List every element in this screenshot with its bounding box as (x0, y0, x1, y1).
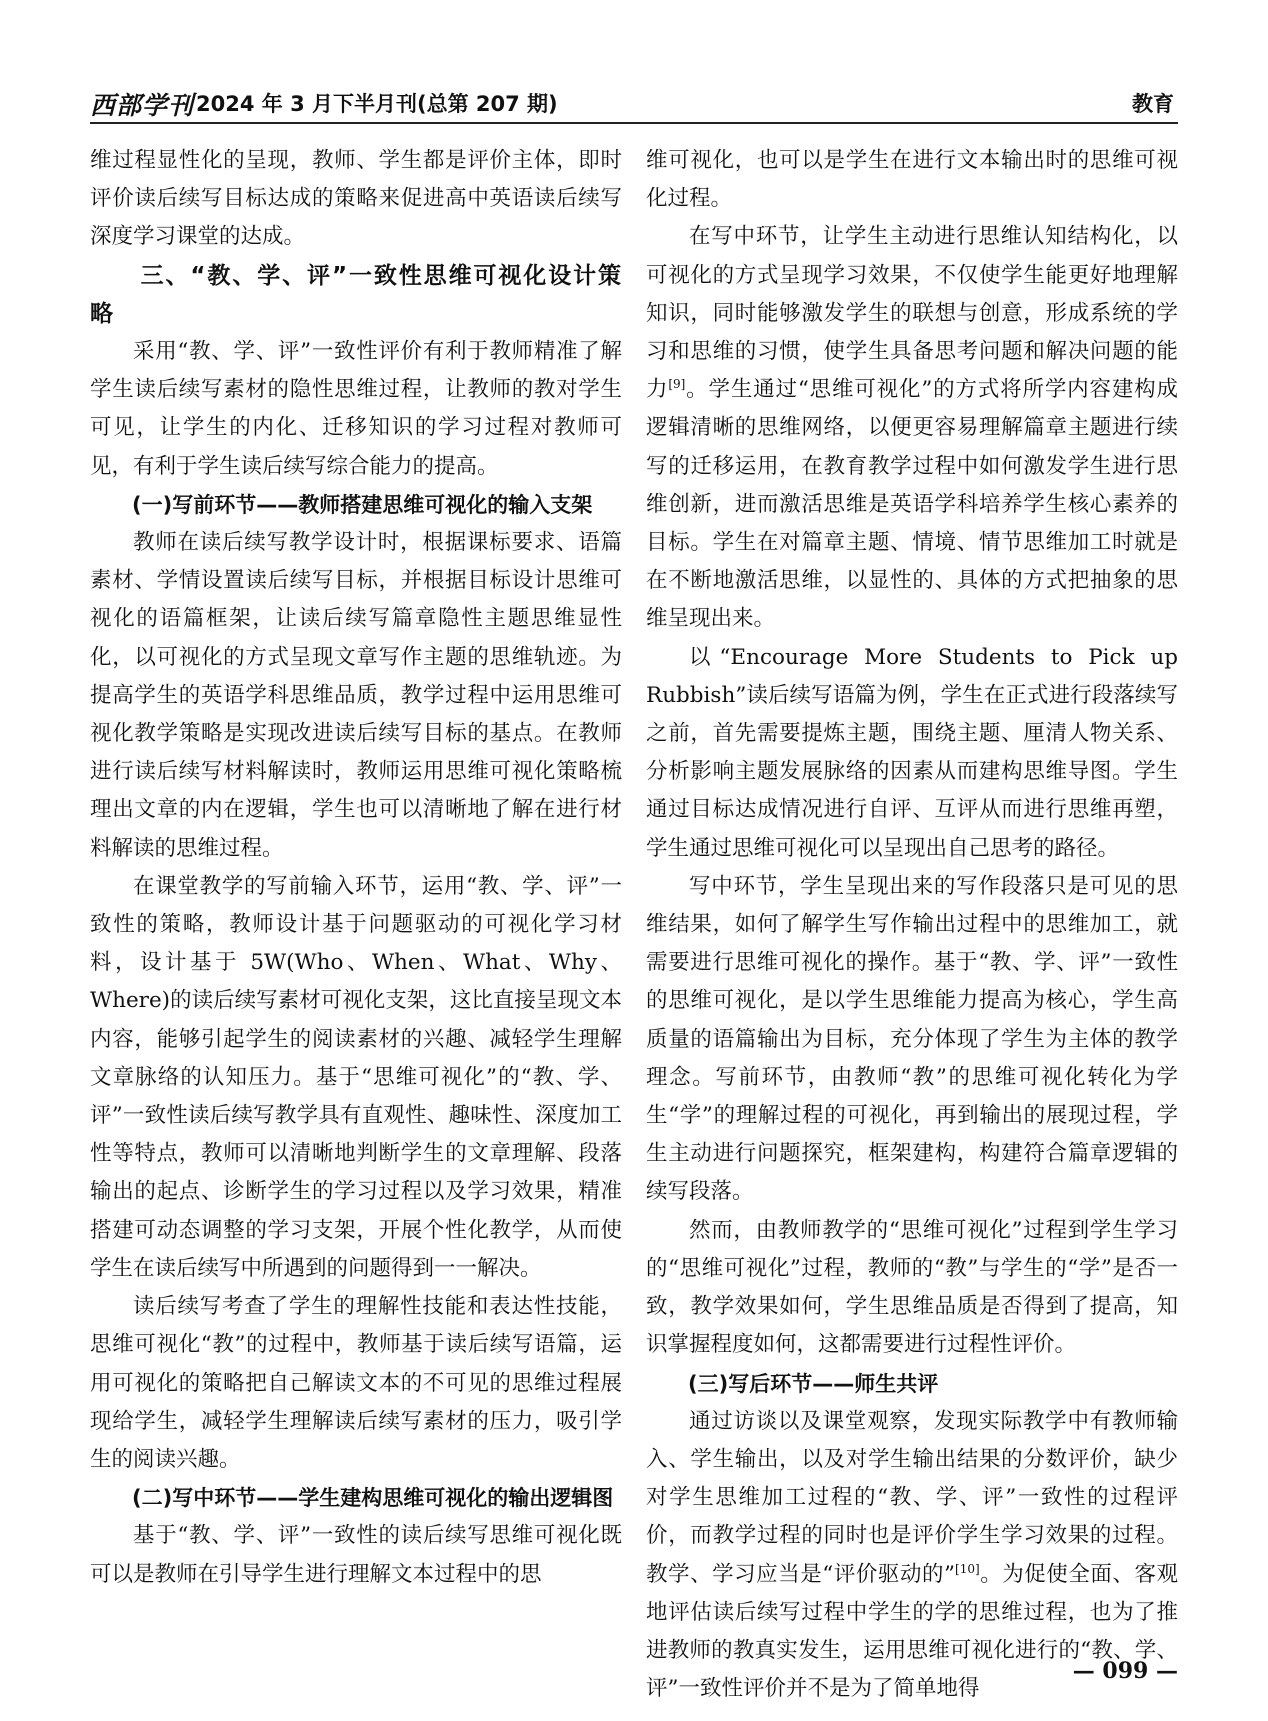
paragraph-text: 。为促使全面、客观地评估读后续写过程中学生的学的思维过程，也为了推进教师的教真实发生，运用思维可视化进行的“教、学、评”一致性评价并不是为了简单地得 (646, 1561, 1178, 1702)
paragraph: 维过程显性化的呈现，教师、学生都是评价主体，即时评价读后续写目标达成的策略来促进高中英语读后续写深度学习课堂的达成。 (90, 148, 622, 250)
paragraph: 基于“教、学、评”一致性的读后续写思维可视化既可以是教师在引导学生进行理解文本过程中的思 (90, 1523, 622, 1587)
subsection-heading: (二)写中环节——学生建构思维可视化的输出逻辑图 (132, 1486, 614, 1511)
paragraph: 读后续写考查了学生的理解性技能和表达性技能，思维可视化“教”的过程中，教师基于读后续写语篇，运用可视化的策略把自己解读文本的不可见的思维过程展现给学生，减轻学生理解读后续写素材的压力，吸引学生的阅读兴趣。 (90, 1294, 622, 1472)
subsection-heading: (一)写前环节——教师搭建思维可视化的输入支架 (132, 492, 593, 517)
paragraph: 写中环节，学生呈现出来的写作段落只是可见的思维结果，如何了解学生写作输出过程中的思维加工，就需要进行思维可视化的操作。基于“教、学、评”一致性的思维可视化，是以学生思维能力提高为核心，学生高质量的语篇输出为目标，充分体现了学生为主体的教学理念。写前环节，由教师“教”的思维可视化转化为学生“学”的理解过程的可视化，再到输出的展现过程，学生主动进行问题探究，框架建构，构建符合篇章逻辑的续写段落。 (646, 873, 1178, 1205)
paragraph: 在课堂教学的写前输入环节，运用“教、学、评”一致性的策略，教师设计基于问题驱动的可视化学习材料，设计基于 5W(Who、When、What、Why、Where)的读后续写素材可视化支架，这比直接呈现文本内容，能够引起学生的阅读素材的兴趣、减轻学生理解文章脉络的认知压力。基于“思维可视化”的“教、学、评”一致性读后续写教学具有直观性、趣味性、深度加工性等特点，教师可以清晰地判断学生的文章理解、段落输出的起点、诊断学生的学习过程以及学习效果，精准搭建可动态调整的学习支架，开展个性化教学，从而使学生在读后续写中所遇到的问题得到一一解决。 (90, 873, 622, 1281)
paragraph (646, 218, 1178, 638)
subsection-heading: (三)写后环节——师生共评 (688, 1371, 939, 1396)
page-header (90, 82, 1178, 124)
paragraph: 维可视化，也可以是学生在进行文本输出时的思维可视化过程。 (646, 148, 1178, 212)
paragraph-text: 。学生通过“思维可视化”的方式将所学内容建构成逻辑清晰的思维网络，以便更容易理解篇章主题进行续写的迁移运用，在教育教学过程中如何激发学生进行思维创新，进而激活思维是英语学科培养学生核心素养的目标。学生在对篇章主题、情境、情节思维加工时就是在不断地激活思维，以显性的、具体的方式把抽象的思维呈现出来。 (646, 377, 1178, 632)
paragraph-text: 在写中环节，让学生主动进行思维认知结构化，以可视化的方式呈现学习效果，不仅使学生能更好地理解知识，同时能够激发学生的联想与创意，形成系统的学习和思维的习惯，使学生具备思考问题和解决问题的能力 (646, 224, 1178, 403)
section-heading: 三、“教、学、评”一致性思维可视化设计策略 (90, 262, 622, 327)
page-number: — 099 — (1072, 1658, 1178, 1684)
journal-logo: 西部学刊 (90, 91, 195, 120)
citation: [10] (955, 1561, 980, 1576)
issue-info: 2024 年 3 月下半月刊(总第 207 期) (196, 92, 558, 116)
paragraph: 以“Encourage More Students to Pick up Rubbish”读后续写语篇为例，学生在正式进行段落续写之前，首先需要提炼主题，围绕主题、厘清人物关系、分析影响主题发展脉络的因素从而建构思维导图。学生通过目标达成情况进行自评、互评从而进行思维再塑，学生通过思维可视化可以呈现出自己思考的路径。 (646, 644, 1178, 861)
section-label: 教育 (1132, 92, 1174, 116)
left-column (90, 142, 622, 1642)
paragraph: 采用“教、学、评”一致性评价有利于教师精准了解学生读后续写素材的隐性思维过程，让教师的教对学生可见，让学生的内化、迁移知识的学习过程对教师可见，有利于学生读后续写综合能力的提高。 (90, 339, 622, 479)
citation: [9] (668, 377, 686, 392)
paragraph: 然而，由教师教学的“思维可视化”过程到学生学习的“思维可视化”过程，教师的“教”与学生的“学”是否一致，教学效果如何，学生思维品质是否得到了提高，知识掌握程度如何，这都需要进行过程性评价。 (646, 1217, 1178, 1358)
paragraph-text: 通过访谈以及课堂观察，发现实际教学中有教师输入、学生输出，以及对学生输出结果的分数评价，缺少对学生思维加工过程的“教、学、评”一致性的过程评价，而教学过程的同时也是评价学生学习效果的过程。教学、学习应当是“评价驱动的” (646, 1408, 1178, 1587)
paragraph: 教师在读后续写教学设计时，根据课标要求、语篇素材、学情设置读后续写目标，并根据目标设计思维可视化的语篇框架，让读后续写篇章隐性主题思维显性化，以可视化的方式呈现文章写作主题的思维轨迹。为提高学生的英语学科思维品质，教学过程中运用思维可视化教学策略是实现改进读后续写目标的基点。在教师进行读后续写材料解读时，教师运用思维可视化策略梳理出文章的内在逻辑，学生也可以清晰地了解在进行材料解读的思维过程。 (90, 530, 622, 861)
